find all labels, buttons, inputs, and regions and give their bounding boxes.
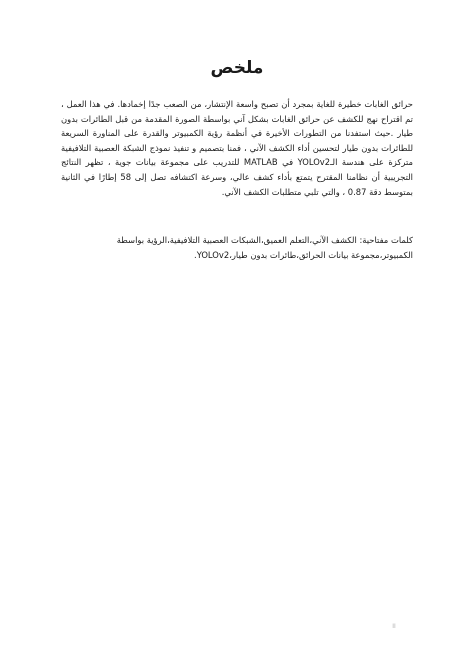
page-number: II <box>392 623 396 630</box>
keywords-paragraph: كلمات مفتاحية: الكشف الآني،التعلم العميق،الشبكات العصبية التلافيفية،الرؤية بواسطة الكمبيوتر،مجموعة بيانات الحرائق،طائرات بدون طيار،YOLOv2. <box>116 235 413 260</box>
abstract-paragraph: حرائق الغابات خطيرة للغاية بمجرد أن تصبح واسعة الإنتشار، من الصعب جدًا إخمادها. في هذا العمل ، تم اقتراح نهج للكشف عن حرائق الغابات بشكل آني بواسطة الصورة المقدمة من قبل الطائرات بدون طيار .حيث استفدنا من التطورات الأخيرة في أنظمة رؤية الكمبيوتر والقدرة على المناورة السريعة للطائرات بدون طيار لتحسين أداء الكشف الآني ، فمنا بتصميم و تنفيذ نموذج الشبكة العصبية التلافيفية متركزة على هندسة الـYOLOv2 في MATLAB للتدريب على مجموعة بيانات جوية ، تظهر النتائج التجريبية أن نظامنا المقترح يتمتع بأداء كشف عالي، وسرعة اكتشافه تصل إلى 58 إطارًا في الثانية بمتوسط دقة 0.87 ، والتي تلبي متطلبات الكشف الآني. <box>61 99 414 197</box>
page-title: ملخص <box>210 58 264 78</box>
